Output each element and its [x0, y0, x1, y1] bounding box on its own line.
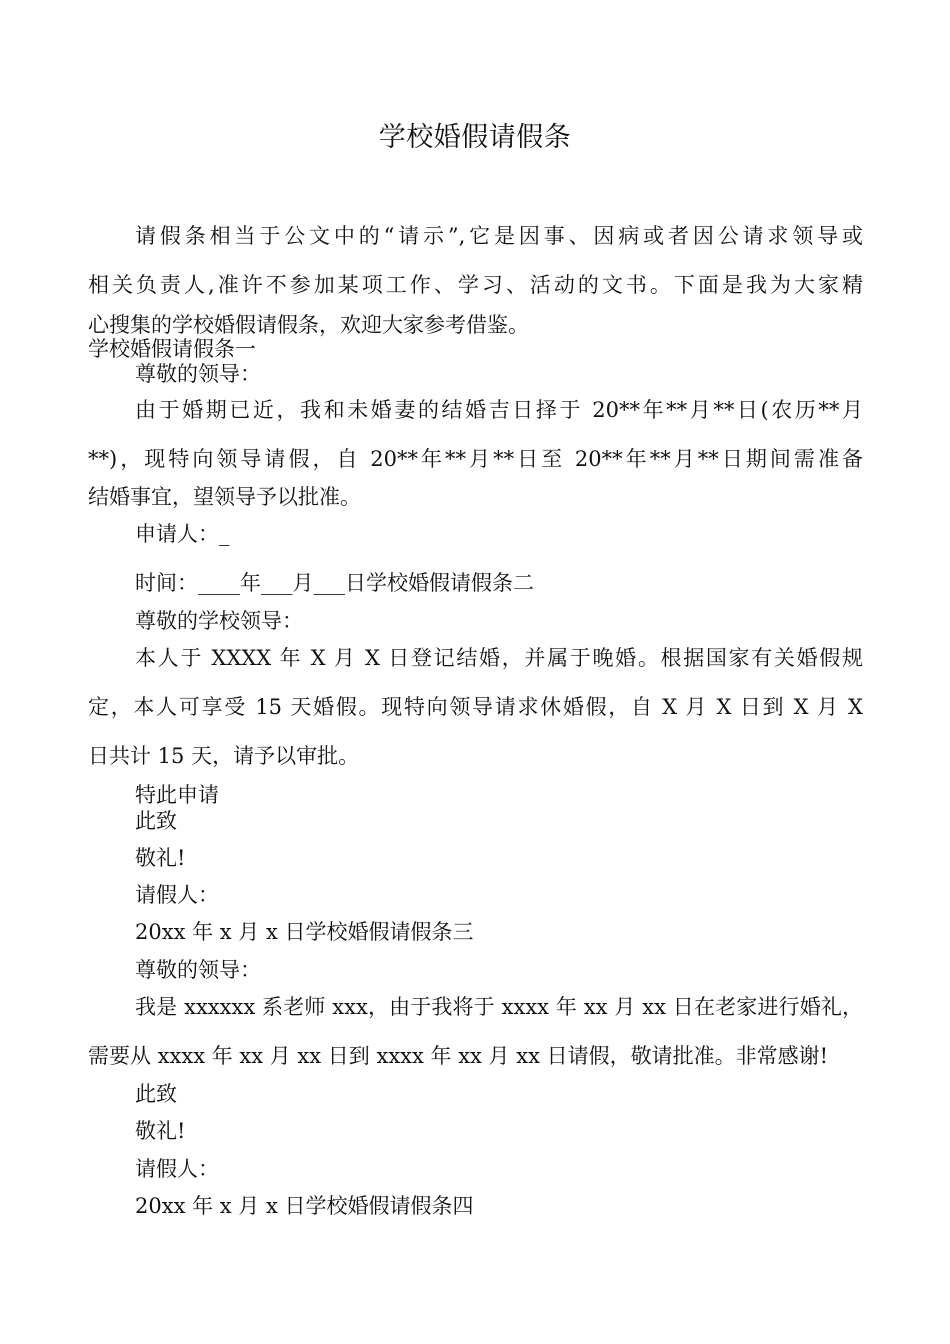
closing-salute-3: 敬礼! [135, 1119, 186, 1143]
body-1-line-1: 由于婚期已近，我和未婚妻的结婚吉日择于 20**年**月**日(农历**月 [135, 398, 863, 422]
date-and-section-heading-3: 20xx 年 x 月 x 日学校婚假请假条三 [135, 920, 474, 944]
salutation-1: 尊敬的领导： [135, 362, 261, 386]
applicant-line: 申请人：_ [135, 522, 230, 546]
body-1-line-3: 结婚事宜，望领导予以批准。 [88, 485, 361, 509]
salutation-2: 尊敬的学校领导： [135, 609, 303, 633]
date-and-section-heading-4: 20xx 年 x 月 x 日学校婚假请假条四 [135, 1194, 474, 1218]
intro-line-1: 请假条相当于公文中的“请示”,它是因事、因病或者因公请求领导或 [135, 224, 863, 248]
body-1-line-2: **)，现特向领导请假，自 20**年**月**日至 20**年**月**日期间需准备 [88, 447, 863, 471]
closing-to-2: 此致 [135, 809, 177, 833]
closing-request-2: 特此申请 [135, 783, 219, 807]
body-3-line-2: 需要从 xxxx 年 xx 月 xx 日到 xxxx 年 xx 月 xx 日请假，敬请批准。非常感谢! [88, 1044, 829, 1068]
requester-3: 请假人： [135, 1157, 219, 1181]
body-2-line-1: 本人于 XXXX 年 X 月 X 日登记结婚，并属于晚婚。根据国家有关婚假规 [135, 646, 863, 670]
date-and-section-heading-2: 时间：____年___月___日学校婚假请假条二 [135, 571, 534, 595]
intro-line-2: 相关负责人,准许不参加某项工作、学习、活动的文书。下面是我为大家精 [88, 273, 863, 297]
closing-to-3: 此致 [135, 1082, 177, 1106]
document-title: 学校婚假请假条 [378, 122, 572, 153]
intro-line-3: 心搜集的学校婚假请假条，欢迎大家参考借鉴。 [88, 313, 529, 337]
body-2-line-3: 日共计 15 天，请予以审批。 [88, 744, 360, 768]
closing-salute-2: 敬礼! [135, 846, 186, 870]
body-2-line-2: 定，本人可享受 15 天婚假。现特向领导请求休婚假，自 X 月 X 日到 X 月 X [88, 695, 863, 719]
salutation-3: 尊敬的领导： [135, 958, 261, 982]
body-3-line-1: 我是 xxxxxx 系老师 xxx，由于我将于 xxxx 年 xx 月 xx 日在老家进行婚礼， [135, 995, 863, 1019]
requester-2: 请假人： [135, 883, 219, 907]
section-heading-1: 学校婚假请假条一 [88, 337, 256, 361]
